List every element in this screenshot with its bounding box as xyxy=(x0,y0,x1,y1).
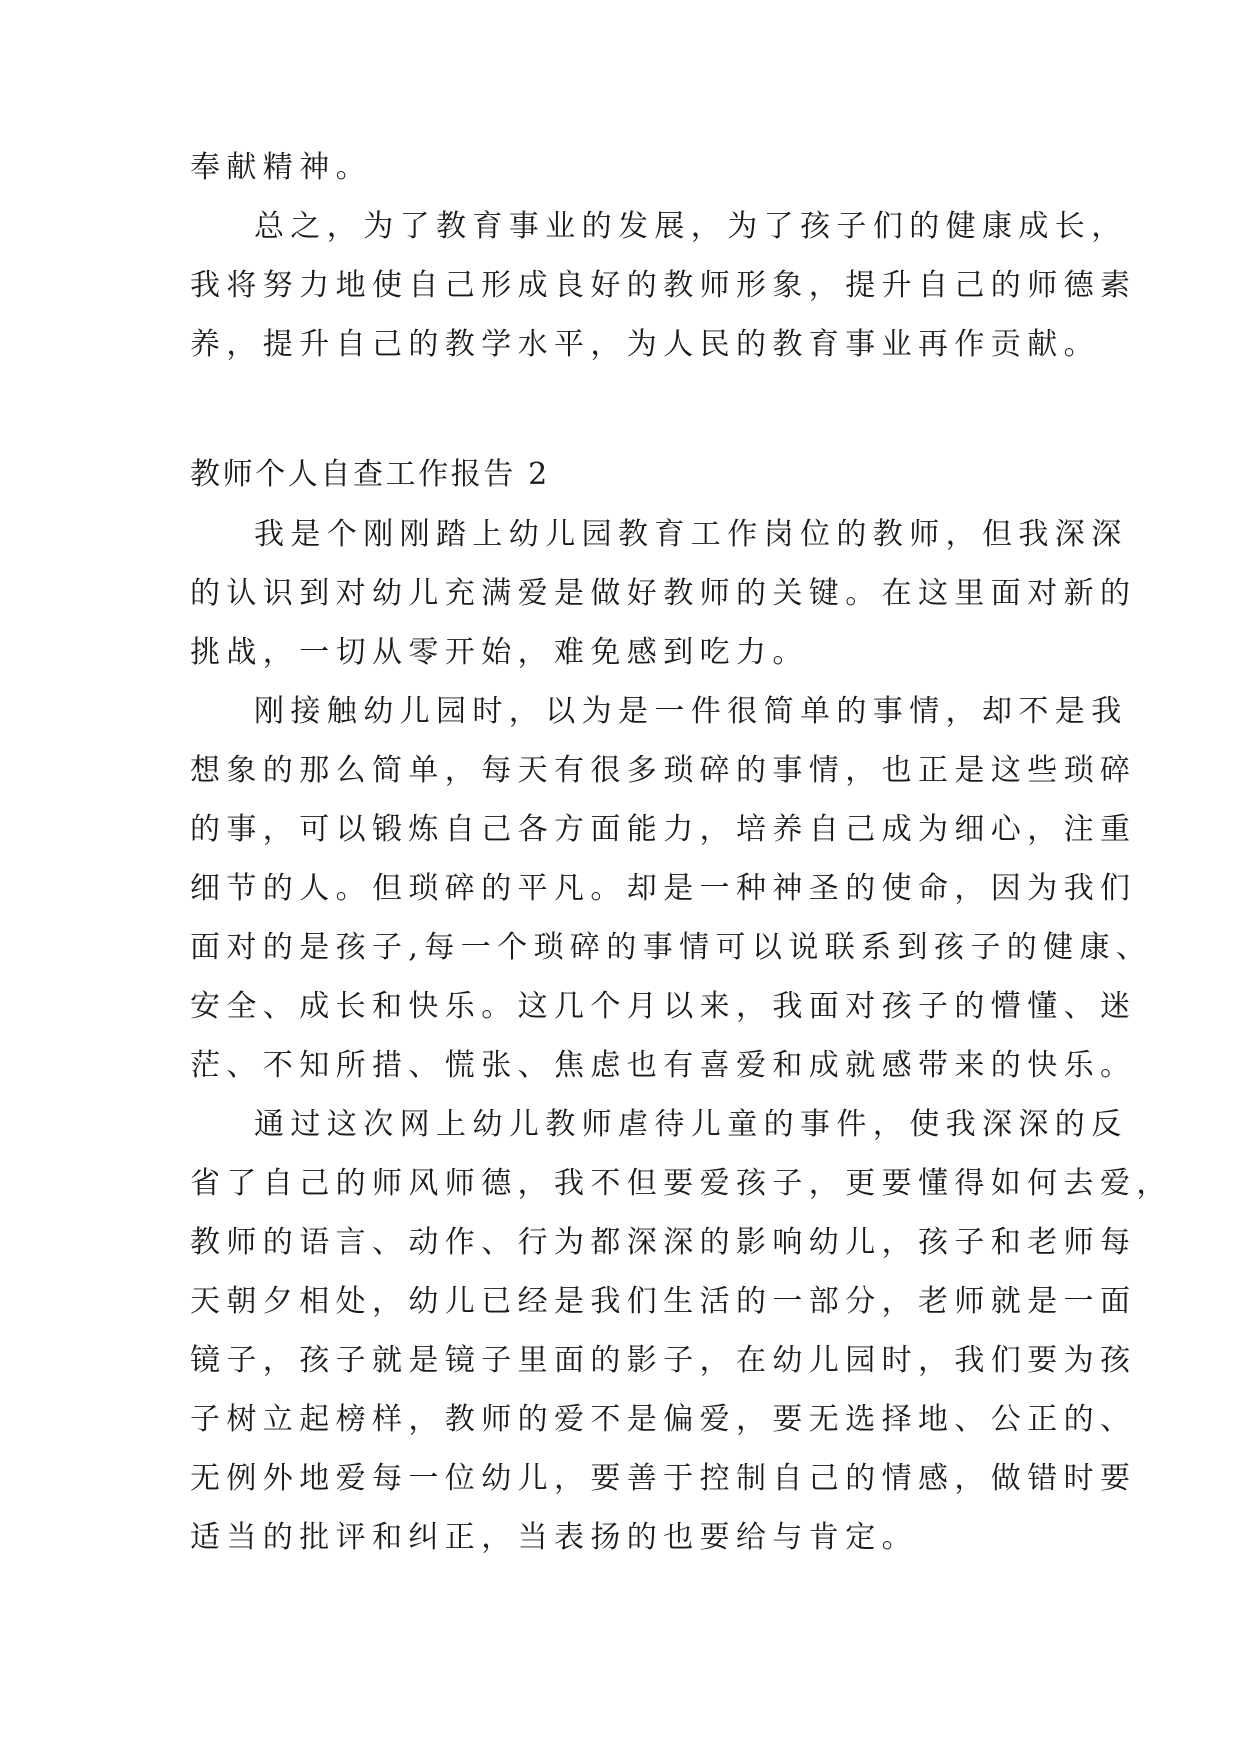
paragraph-line: 挑战，一切从零开始，难免感到吃力。 xyxy=(190,635,809,670)
paragraph-line: 子树立起榜样，教师的爱不是偏爱，要无选择地、公正的、 xyxy=(190,1402,1137,1437)
section-heading: 教师个人自查工作报告 2 xyxy=(190,457,550,492)
paragraph-line: 教师的语言、动作、行为都深深的影响幼儿，孩子和老师每 xyxy=(190,1225,1137,1260)
paragraph-line: 刚接触幼儿园时，以为是一件很简单的事情，却不是我 xyxy=(254,694,1128,729)
paragraph-line: 茫、不知所措、慌张、焦虑也有喜爱和成就感带来的快乐。 xyxy=(190,1048,1137,1083)
paragraph-line: 镜子，孩子就是镜子里面的影子，在幼儿园时，我们要为孩 xyxy=(190,1343,1137,1378)
paragraph-line: 想象的那么简单，每天有很多琐碎的事情，也正是这些琐碎 xyxy=(190,753,1137,788)
paragraph-line: 天朝夕相处，幼儿已经是我们生活的一部分，老师就是一面 xyxy=(190,1284,1137,1319)
paragraph-line: 的认识到对幼儿充满爱是做好教师的关键。在这里面对新的 xyxy=(190,576,1137,611)
paragraph-line: 的事，可以锻炼自己各方面能力，培养自己成为细心，注重 xyxy=(190,812,1137,847)
paragraph-line: 细节的人。但琐碎的平凡。却是一种神圣的使命，因为我们 xyxy=(190,871,1137,906)
paragraph-line: 我将努力地使自己形成良好的教师形象，提升自己的师德素 xyxy=(190,268,1137,303)
paragraph-line: 无例外地爱每一位幼儿，要善于控制自己的情感，做错时要 xyxy=(190,1461,1137,1496)
paragraph-line: 适当的批评和纠正，当表扬的也要给与肯定。 xyxy=(190,1520,918,1555)
paragraph-line: 我是个刚刚踏上幼儿园教育工作岗位的教师，但我深深 xyxy=(254,517,1128,552)
paragraph-line: 通过这次网上幼儿教师虐待儿童的事件，使我深深的反 xyxy=(254,1107,1128,1142)
paragraph-line: 总之，为了教育事业的发展，为了孩子们的健康成长， xyxy=(254,209,1128,244)
paragraph-line: 省了自己的师风师德，我不但要爱孩子，更要懂得如何去爱， xyxy=(190,1166,1173,1201)
paragraph-line: 养，提升自己的教学水平，为人民的教育事业再作贡献。 xyxy=(190,327,1100,362)
paragraph-line: 安全、成长和快乐。这几个月以来，我面对孩子的懵懂、迷 xyxy=(190,989,1137,1024)
paragraph-line: 面对的是孩子,每一个琐碎的事情可以说联系到孩子的健康、 xyxy=(190,930,1153,965)
paragraph-line: 奉献精神。 xyxy=(190,150,372,185)
